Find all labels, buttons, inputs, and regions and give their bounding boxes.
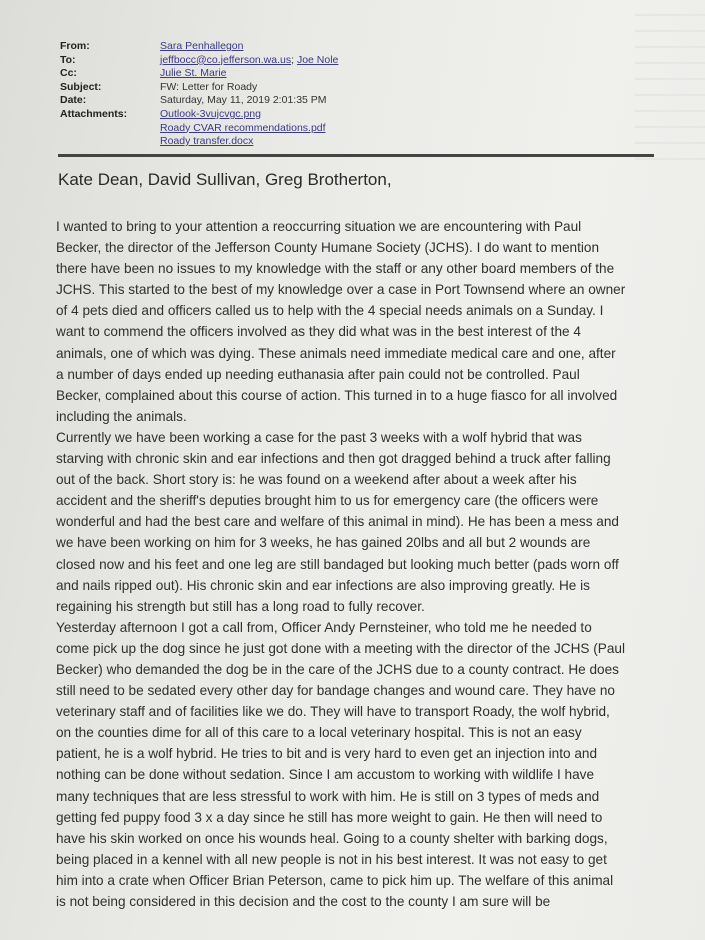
body-line: still need to be sedated every other day for bandage changes and wound care. They have no xyxy=(56,683,615,699)
body-line: him into a crate when Officer Brian Peterson, came to pick him up. The welfare of this animal xyxy=(56,872,614,888)
body-line: being placed in a kennel with all new people is not in his best interest. It was not easy to get xyxy=(56,851,607,867)
attachments-label: Attachments: xyxy=(60,107,128,120)
body-line: Becker, the director of the Jefferson County Humane Society (JCHS). I do want to mention xyxy=(56,240,600,256)
from-value: Sara Penhallegon xyxy=(160,40,244,52)
header-row-from xyxy=(60,40,660,54)
attachment-1: Outlook-3vujcvgc.png xyxy=(160,107,261,120)
body-line: starving with chronic skin and ear infections and then got dragged behind a truck after falling xyxy=(56,451,611,467)
header-row-to xyxy=(60,54,660,68)
body-line: I wanted to bring to your attention a reoccurring situation we are encountering with Paul xyxy=(56,219,582,234)
body-line: on the counties dime for all of this care to a local veterinary hospital. This is not an easy xyxy=(56,725,582,741)
body-line: including the animals. xyxy=(56,408,187,424)
body-line: animals, one of which was dying. These animals need immediate medical care and one, after xyxy=(56,345,616,361)
header-row-cc xyxy=(60,67,660,81)
header-row-attachment-3 xyxy=(60,135,660,149)
to-recipient-2: Joe Nole xyxy=(296,53,339,66)
body-line: have his skin worked on once his wounds heal. Going to a county shelter with barking dogs, xyxy=(56,830,608,846)
email-header xyxy=(60,40,660,149)
body-line: and nails ripped out). His chronic skin and ear infections are also improving greatly. He is xyxy=(56,577,590,593)
salutation: Kate Dean, David Sullivan, Greg Brotherton, xyxy=(58,170,392,189)
subject-label: Subject: xyxy=(60,80,102,93)
to-recipient-1: jeffbocc@co.jefferson.wa.us xyxy=(160,53,292,66)
date-label: Date: xyxy=(60,94,87,107)
body-line: accident and the sheriff's deputies brought him to us for emergency care (the officers were xyxy=(56,493,599,509)
header-row-attachments xyxy=(60,108,660,122)
body-line: nothing can be done without sedation. Since I am accustom to working with wildlife I have xyxy=(56,767,595,783)
body-line: want to commend the officers involved as they did what was in the best interest of the 4 xyxy=(56,324,581,340)
body-line: Currently we have been working a case for the past 3 weeks with a wolf hybrid that was xyxy=(56,429,582,445)
header-row-date xyxy=(60,94,660,108)
body-line: many techniques that are less stressful to work with him. He is still on 3 types of meds and xyxy=(56,788,600,804)
body-line: there have been no issues to my knowledge with the staff or any other board members of the xyxy=(56,261,615,277)
cc-value: Julie St. Marie xyxy=(160,67,227,80)
body-line: we have been working on him for 3 weeks, he has gained 20lbs and all but 2 wounds are xyxy=(56,535,591,551)
to-label: To: xyxy=(60,53,76,66)
body-line: regaining his strength but still has a long road to fully recover. xyxy=(56,598,425,614)
body-line: JCHS. This started to the best of my knowledge over a case in Port Townsend where an owner xyxy=(56,282,626,298)
header-row-subject xyxy=(60,81,660,95)
body-line: patient, he is a wolf hybrid. He tries to bit and is very hard to even get an injection into and xyxy=(56,746,598,762)
attachment-3: Roady transfer.docx xyxy=(160,135,254,148)
cc-label: Cc: xyxy=(60,67,77,80)
body-line: Becker) who demanded the dog be in the care of the JCHS due to a county contract. He does xyxy=(56,661,619,677)
body-line: veterinary staff and of facilities like we do. They will have to transport Roady, the wolf hybrid, xyxy=(56,704,610,720)
subject-value: FW: Letter for Roady xyxy=(160,80,258,93)
header-row-attachment-2 xyxy=(60,122,660,136)
body-line: closed now and his feet and one leg are still bandaged but looking much better (pads worn off xyxy=(56,556,619,572)
to-separator: ; xyxy=(291,53,295,66)
body-line: out of the back. Short story is: he was found on a weekend after about a week after his xyxy=(56,472,577,488)
body-line: Becker, complained about this course of action. This turned in to a huge fiasco for all involved xyxy=(56,387,618,403)
to-value xyxy=(160,54,338,68)
from-label: From: xyxy=(60,40,90,52)
body-line: wonderful and had the best care and welfare of this animal in mind). He has been a mess and xyxy=(56,514,619,530)
date-value: Saturday, May 11, 2019 2:01:35 PM xyxy=(160,94,327,107)
body-line: a number of days ended up needing euthanasia after pain could not be controlled. Paul xyxy=(56,366,580,382)
attachment-2: Roady CVAR recommendations.pdf xyxy=(160,121,326,134)
body-line: getting fed puppy food 3 x a day since he still has more weight to gain. He then will need to xyxy=(56,809,603,825)
header-divider xyxy=(58,154,654,157)
body-line: is not being considered in this decision and the cost to the county I am sure will be xyxy=(56,894,551,909)
body-line: of 4 pets died and officers called us to help with the 4 special needs animals on a Sunday. I xyxy=(56,303,604,319)
body-line: come pick up the dog since he just got done with a meeting with the director of the JCHS (Paul xyxy=(56,640,625,656)
body-line: Yesterday afternoon I got a call from, Officer Andy Pernsteiner, who told me he needed to xyxy=(56,619,592,635)
letter-body xyxy=(56,216,696,912)
